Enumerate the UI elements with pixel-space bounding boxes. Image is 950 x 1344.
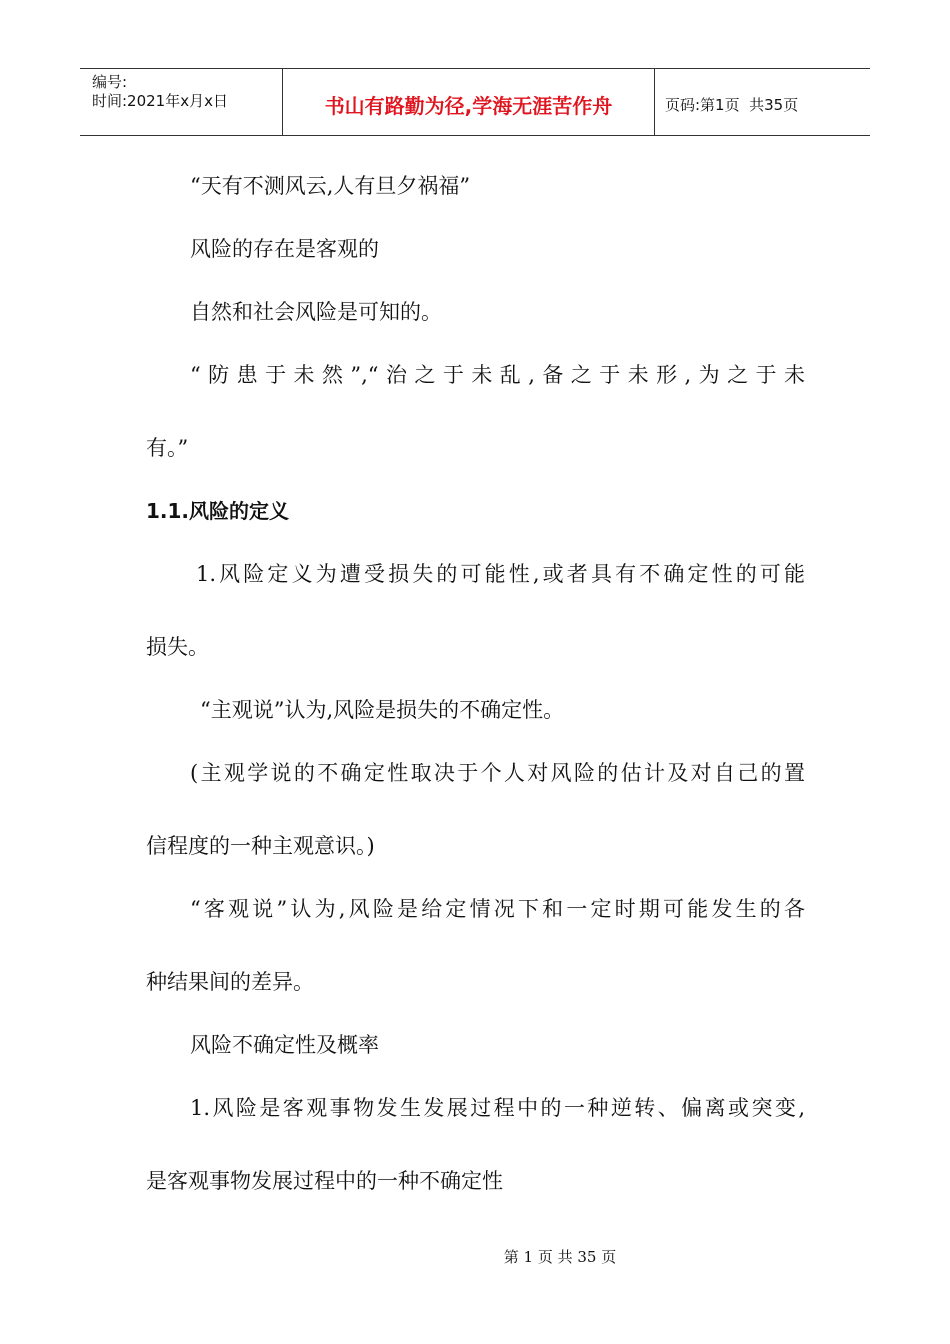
paragraph-risk-knowable: 自然和社会风险是可知的。 xyxy=(190,300,442,324)
paragraph-uncertainty-title: 风险不确定性及概率 xyxy=(190,1033,379,1057)
paragraph-definition-line2: 损失。 xyxy=(146,635,209,659)
header-motto: 书山有路勤为径,学海无涯苦作舟 xyxy=(324,93,613,118)
paragraph-subjective-note-line2: 信程度的一种主观意识。) xyxy=(146,834,375,858)
paragraph-subjective: “主观说”认为,风险是损失的不确定性。 xyxy=(200,698,565,722)
header-number-label: 编号: xyxy=(92,73,128,91)
paragraph-reversal-line1: 1.风险是客观事物发生发展过程中的一种逆转、偏离或突变, xyxy=(190,1096,805,1120)
header-time-label: 时间:2021年x月x日 xyxy=(92,92,228,110)
section-heading: 1.1.风险的定义 xyxy=(146,499,290,523)
header-meta xyxy=(80,69,282,135)
paragraph-risk-objective: 风险的存在是客观的 xyxy=(190,237,379,261)
page-footer: 第 1 页 共 35 页 xyxy=(503,1248,617,1266)
header-page-cell xyxy=(655,69,870,135)
document-header xyxy=(80,68,870,136)
paragraph-subjective-note-line1: (主观学说的不确定性取决于个人对风险的估计及对自己的置 xyxy=(190,761,805,785)
paragraph-definition-line1: 1.风险定义为遭受损失的可能性,或者具有不确定性的可能 xyxy=(196,562,805,586)
paragraph-proverb: “天有不测风云,人有旦夕祸福” xyxy=(190,174,471,198)
paragraph-prevention-line2: 有。” xyxy=(146,436,189,460)
paragraph-objective-line1: “客观说”认为,风险是给定情况下和一定时期可能发生的各 xyxy=(190,897,805,921)
paragraph-objective-line2: 种结果间的差异。 xyxy=(146,970,314,994)
paragraph-reversal-line2: 是客观事物发展过程中的一种不确定性 xyxy=(146,1169,503,1193)
header-motto-cell xyxy=(282,69,655,135)
paragraph-prevention-line1: “防患于未然”,“治之于未乱,备之于未形,为之于未 xyxy=(190,363,805,387)
header-page-info: 页码:第1页 共35页 xyxy=(665,95,799,114)
